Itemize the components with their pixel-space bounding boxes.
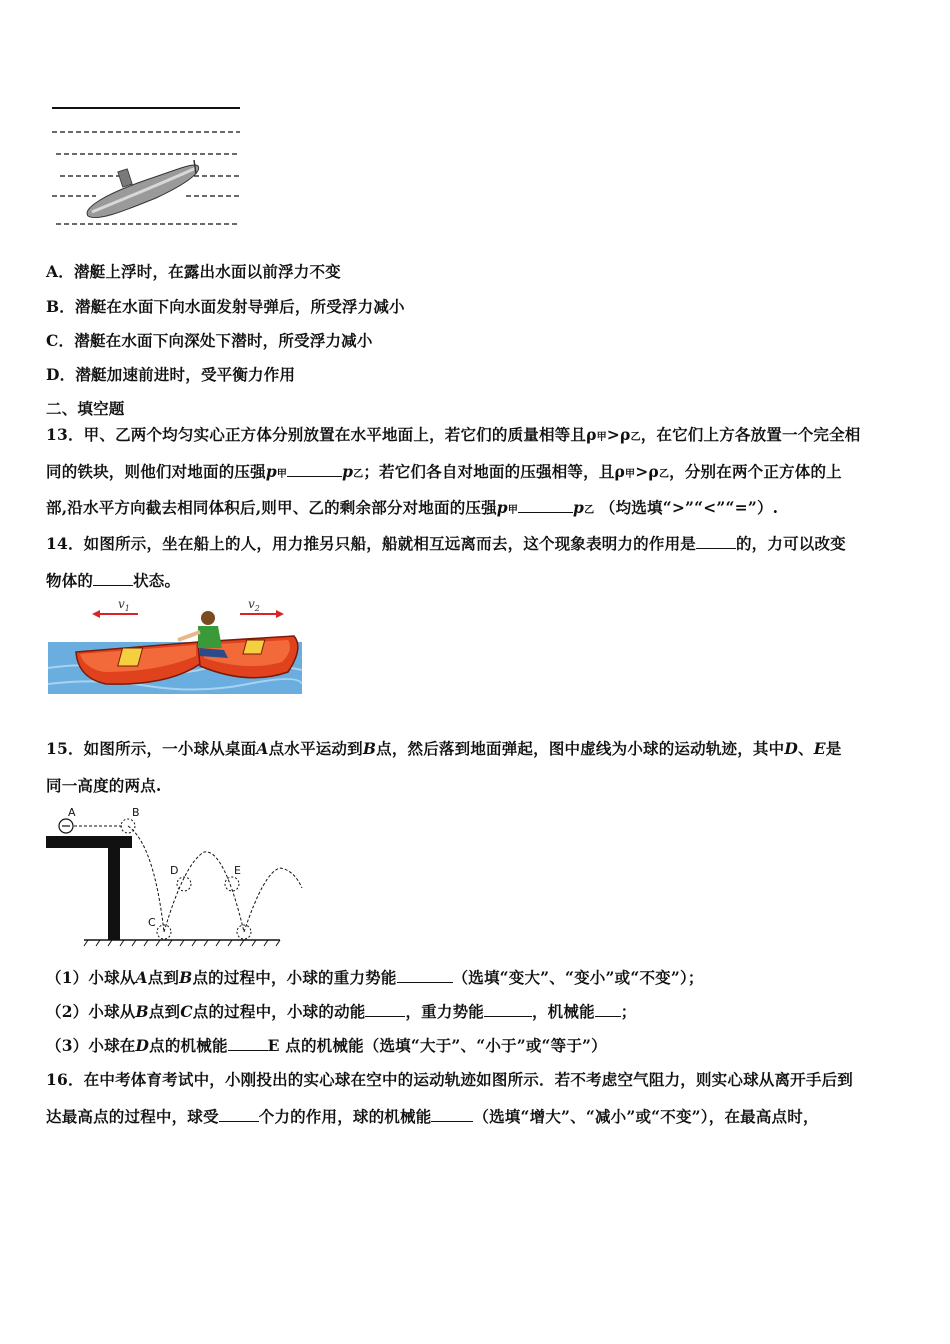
q15-sub2: （2）小球从B点到C点的过程中，小球的动能 ，重力势能 ，机械能 ； bbox=[46, 1002, 637, 1021]
answer-blank[interactable] bbox=[365, 1015, 405, 1017]
boats-figure bbox=[48, 598, 302, 694]
answer-blank[interactable] bbox=[518, 511, 573, 513]
answer-blank[interactable] bbox=[219, 1120, 259, 1122]
answer-blank[interactable] bbox=[397, 981, 453, 983]
option-b: B．潜艇在水面下向水面发射导弹后，所受浮力减小 bbox=[46, 297, 405, 316]
answer-blank[interactable] bbox=[696, 547, 736, 549]
q13-line1: 13．甲、乙两个均匀实心正方体分别放置在水平地面上，若它们的质量相等且ρ甲>ρ乙，在它们上方各放置一个完全相 bbox=[46, 425, 861, 444]
svg-text:C: C bbox=[148, 916, 156, 929]
answer-blank[interactable] bbox=[431, 1120, 473, 1122]
svg-text:E: E bbox=[234, 864, 241, 877]
svg-text:A: A bbox=[68, 806, 76, 819]
svg-text:D: D bbox=[170, 864, 179, 877]
answer-blank[interactable] bbox=[595, 1015, 621, 1017]
q15-sub1: （1）小球从A点到B点的过程中，小球的重力势能 （选填“变大”、“变小”或“不变”）； bbox=[46, 968, 704, 987]
q13-line2: 同的铁块，则他们对地面的压强p甲 p乙；若它们各自对地面的压强相等，且ρ甲>ρ乙，分别在两个正方体的上 bbox=[46, 462, 842, 481]
option-d: D．潜艇加速前进时，受平衡力作用 bbox=[46, 365, 296, 384]
answer-blank[interactable] bbox=[287, 475, 342, 477]
svg-text:v1: $v_1$ bbox=[118, 598, 130, 613]
answer-blank[interactable] bbox=[228, 1049, 268, 1051]
q14-line2: 物体的 状态。 bbox=[46, 571, 181, 590]
table-top bbox=[46, 836, 132, 848]
table-leg bbox=[108, 848, 120, 940]
q14-line1: 14．如图所示，坐在船上的人，用力推另只船，船就相互远离而去，这个现象表明力的作用是 的，力可以改变 bbox=[46, 534, 846, 553]
section-title: 二、填空题 bbox=[46, 399, 125, 418]
ball-trajectory-figure bbox=[44, 804, 306, 950]
q15-line1: 15．如图所示，一小球从桌面A点水平运动到B点，然后落到地面弹起，图中虚线为小球的运动轨迹，其中D、E是 bbox=[46, 739, 842, 758]
answer-blank[interactable] bbox=[484, 1015, 532, 1017]
submarine-figure bbox=[46, 98, 246, 238]
option-a: A．潜艇上浮时，在露出水面以前浮力不变 bbox=[46, 262, 341, 281]
q15-sub3: （3）小球在D点的机械能 E 点的机械能（选填“大于”、“小于”或“等于”） bbox=[46, 1036, 607, 1055]
svg-text:v2: $v_2$ bbox=[248, 598, 260, 613]
option-c: C．潜艇在水面下向深处下潜时，所受浮力减小 bbox=[46, 331, 373, 350]
q16-line2: 达最高点的过程中，球受 个力的作用，球的机械能 （选填“增大”、“减小”或“不变”），在最高点时， bbox=[46, 1107, 819, 1126]
q13-line3: 部,沿水平方向截去相同体积后,则甲、乙的剩余部分对地面的压强p甲 p乙 （均选填“>”“<”“=”）. bbox=[46, 498, 779, 517]
svg-text:B: B bbox=[132, 806, 140, 819]
answer-blank[interactable] bbox=[93, 584, 133, 586]
submarine-icon bbox=[87, 160, 199, 218]
q16-line1: 16．在中考体育考试中，小刚投出的实心球在空中的运动轨迹如图所示．若不考虑空气阻力，则实心球从离开手后到 bbox=[46, 1070, 853, 1089]
q15-line2: 同一高度的两点. bbox=[46, 776, 162, 795]
